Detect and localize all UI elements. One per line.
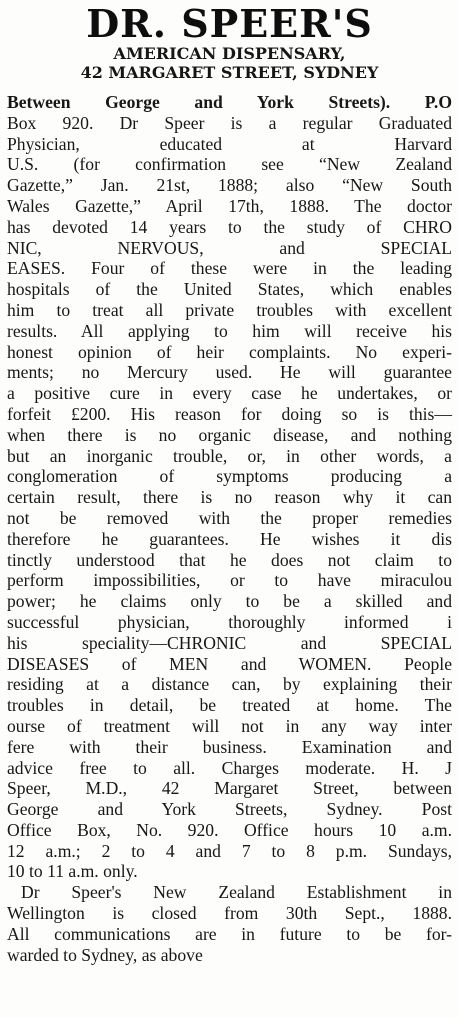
text-line: has devoted 14 years to the study of CHRO [7, 216, 452, 237]
text-line: Box 920. Dr Speer is a regular Graduated [7, 112, 452, 133]
text-line: successful physician, thoroughly informed i [7, 611, 452, 632]
text-line: forfeit £200. His reason for doing so is this— [7, 403, 452, 424]
text-line: conglomeration of symptoms producing a [7, 466, 452, 487]
closing-paragraph [7, 882, 452, 965]
text-line: honest opinion of heir complaints. No experi- [7, 341, 452, 362]
text-line: fere with their business. Examination and [7, 736, 452, 757]
text-line: Speer, M.D., 42 Margaret Street, between [7, 778, 452, 799]
advertisement-body [7, 92, 452, 965]
text-line: a positive cure in every case he undertakes, or [7, 383, 452, 404]
text-line: results. All applying to him will receive his [7, 320, 452, 341]
text-line: NIC, NERVOUS, and SPECIAL [7, 237, 452, 258]
text-line: perform impossibilities, or to have miraculou [7, 570, 452, 591]
text-line: power; he claims only to be a skilled and [7, 591, 452, 612]
text-line: not be removed with the proper remedies [7, 507, 452, 528]
text-line: ourse of treatment will not in any way inter [7, 715, 452, 736]
main-paragraph [7, 92, 452, 882]
text-line: hospitals of the United States, which enables [7, 279, 452, 300]
text-line: residing at a distance can, by explaining their [7, 674, 452, 695]
dispensary-name: AMERICAN DISPENSARY, [113, 44, 346, 63]
text-line: therefore he guarantees. He wishes it dis [7, 528, 452, 549]
text-line: his speciality—CHRONIC and SPECIAL [7, 632, 452, 653]
text-line: EASES. Four of these were in the leading [7, 258, 452, 279]
text-line: Dr Speer's New Zealand Establishment in [21, 882, 452, 903]
text-line: Between George and York Streets). P.O [7, 92, 452, 112]
text-line: George and York Streets, Sydney. Post [7, 799, 452, 820]
text-line: warded to Sydney, as above [7, 944, 203, 965]
text-line: but an inorganic trouble, or, in other words, a [7, 445, 452, 466]
text-line: 12 a.m.; 2 to 4 and 7 to 8 p.m. Sundays, [7, 840, 452, 861]
text-line: All communications are in future to be for- [7, 923, 452, 944]
text-line: advice free to all. Charges moderate. H. J [7, 757, 452, 778]
dispensary-address: 42 MARGARET STREET, SYDNEY [80, 63, 379, 82]
text-line: Office Box, No. 920. Office hours 10 a.m. [7, 819, 452, 840]
text-line: when there is no organic disease, and nothing [7, 424, 452, 445]
text-line: ments; no Mercury used. He will guarantee [7, 362, 452, 383]
text-line: 10 to 11 a.m. only. [7, 861, 138, 882]
text-line: DISEASES of MEN and WOMEN. People [7, 653, 452, 674]
text-line: U.S. (for confirmation see “New Zealand [7, 154, 452, 175]
advertisement-headline: DR. SPEER'S [86, 1, 373, 46]
text-line: Gazette,” Jan. 21st, 1888; also “New South [7, 175, 452, 196]
text-line: tinctly understood that he does not claim to [7, 549, 452, 570]
text-line: Wales Gazette,” April 17th, 1888. The doctor [7, 195, 452, 216]
text-line: certain result, there is no reason why it can [7, 487, 452, 508]
text-line: him to treat all private troubles with excellent [7, 299, 452, 320]
text-line: Wellington is closed from 30th Sept., 1888. [7, 903, 452, 924]
text-line: Physician, educated at Harvard [7, 133, 452, 154]
text-line: troubles in detail, be treated at home. The [7, 695, 452, 716]
